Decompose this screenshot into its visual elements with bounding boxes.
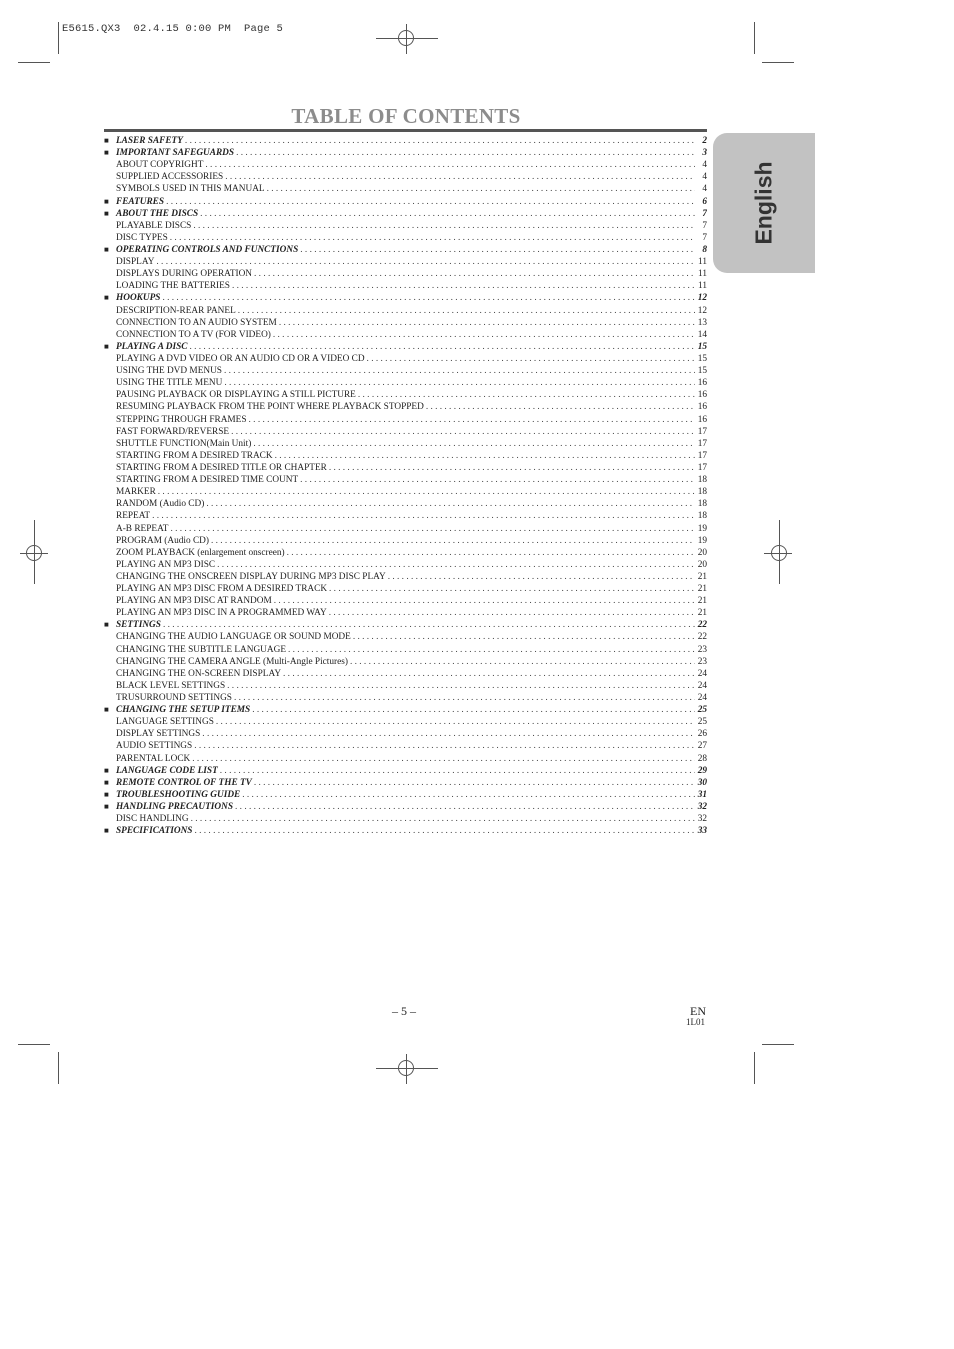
toc-entry-page: 24 <box>697 693 707 704</box>
crop-mark <box>58 22 59 54</box>
dot-leader <box>191 813 695 825</box>
toc-entry-page: 19 <box>697 523 707 534</box>
dot-leader <box>152 510 695 522</box>
toc-entry-title: PROGRAM (Audio CD) <box>116 535 209 546</box>
toc-subsection-entry <box>104 813 707 825</box>
toc-subsection-entry <box>104 523 707 535</box>
toc-entry-title: LOADING THE BATTERIES <box>116 281 230 292</box>
toc-entry-page: 23 <box>697 644 707 655</box>
toc-entry-page: 21 <box>697 596 707 607</box>
square-bullet-icon: ■ <box>104 208 109 218</box>
toc-entry-page: 33 <box>697 826 707 837</box>
dot-leader <box>166 196 695 208</box>
square-bullet-icon: ■ <box>104 136 109 145</box>
dot-leader <box>217 559 695 571</box>
toc-subsection-entry <box>104 680 707 692</box>
toc-subsection-entry <box>104 280 707 292</box>
toc-entry-page: 4 <box>702 160 707 171</box>
toc-entry-page: 24 <box>697 680 707 691</box>
document-code: 1L01 <box>686 1017 705 1027</box>
toc-list <box>104 135 707 837</box>
toc-subsection-entry <box>104 510 707 522</box>
dot-leader <box>189 341 695 353</box>
toc-subsection-entry <box>104 353 707 365</box>
toc-entry-title: SUPPLIED ACCESSORIES <box>116 172 224 183</box>
toc-entry-title: SETTINGS <box>116 620 161 631</box>
dot-leader <box>350 656 695 668</box>
registration-line <box>779 520 780 584</box>
dot-leader <box>235 801 695 813</box>
square-bullet-icon: ■ <box>104 765 109 775</box>
dot-leader <box>300 244 695 256</box>
toc-entry-page: 12 <box>697 305 707 316</box>
toc-entry-page: 8 <box>702 244 707 255</box>
toc-entry-page: 15 <box>697 353 707 364</box>
toc-section-entry <box>104 135 707 147</box>
toc-subsection-entry <box>104 414 707 426</box>
toc-entry-page: 7 <box>702 208 707 219</box>
square-bullet-icon: ■ <box>104 826 109 836</box>
toc-entry-title: STARTING FROM A DESIRED TIME COUNT <box>116 475 299 486</box>
crop-mark <box>18 62 50 63</box>
toc-entry-page: 21 <box>697 608 707 619</box>
toc-entry-title: USING THE TITLE MENU <box>116 378 223 389</box>
toc-entry-page: 15 <box>697 341 707 352</box>
toc-entry-title: CHANGING THE SUBTITLE LANGUAGE <box>116 644 286 655</box>
toc-entry-page: 20 <box>697 547 707 558</box>
dot-leader <box>242 789 695 801</box>
toc-section-entry <box>104 208 707 220</box>
toc-entry-title: CONNECTION TO AN AUDIO SYSTEM <box>116 317 277 328</box>
dot-leader <box>367 353 695 365</box>
toc-entry-title: CHANGING THE ON-SCREEN DISPLAY <box>116 668 282 679</box>
toc-entry-page: 11 <box>698 281 707 292</box>
toc-entry-title: PLAYING AN MP3 DISC FROM A DESIRED TRACK <box>116 584 328 595</box>
toc-entry-title: ABOUT THE DISCS <box>116 208 199 219</box>
toc-entry-title: FEATURES <box>116 196 165 207</box>
toc-entry-page: 21 <box>697 571 707 582</box>
dot-leader <box>238 305 695 317</box>
toc-entry-page: 31 <box>697 789 707 800</box>
dot-leader <box>279 317 695 329</box>
toc-entry-title: PLAYING AN MP3 DISC AT RANDOM <box>116 596 272 607</box>
toc-entry-page: 11 <box>698 269 707 280</box>
toc-subsection-entry <box>104 329 707 341</box>
toc-subsection-entry <box>104 559 707 571</box>
toc-subsection-entry <box>104 389 707 401</box>
dot-leader <box>329 583 695 595</box>
square-bullet-icon: ■ <box>104 244 109 254</box>
dot-leader <box>224 365 695 377</box>
toc-entry-title: IMPORTANT SAFEGUARDS <box>116 148 235 159</box>
toc-entry-page: 19 <box>697 535 707 546</box>
toc-section-entry <box>104 765 707 777</box>
toc-entry-title: ZOOM PLAYBACK (enlargement onscreen) <box>116 547 285 558</box>
page-number: – 5 – <box>392 1004 416 1018</box>
toc-entry-page: 18 <box>697 487 707 498</box>
dot-leader <box>202 728 695 740</box>
toc-subsection-entry <box>104 716 707 728</box>
dot-leader <box>388 571 695 583</box>
toc-entry-title: RANDOM (Audio CD) <box>116 499 205 510</box>
toc-entry-page: 3 <box>702 148 707 159</box>
toc-entry-title: SHUTTLE FUNCTION(Main Unit) <box>116 438 252 449</box>
toc-entry-page: 25 <box>697 705 707 716</box>
square-bullet-icon: ■ <box>104 777 109 787</box>
toc-entry-title: RESUMING PLAYBACK FROM THE POINT WHERE PLAYBACK STOPPED <box>116 402 424 413</box>
toc-subsection-entry <box>104 740 707 752</box>
toc-entry-title: PLAYABLE DISCS <box>116 220 192 231</box>
toc-entry-page: 17 <box>697 438 707 449</box>
square-bullet-icon: ■ <box>104 705 109 715</box>
dot-leader <box>273 329 695 341</box>
toc-entry-page: 17 <box>697 462 707 473</box>
dot-leader <box>163 619 695 631</box>
toc-entry-title: LANGUAGE CODE LIST <box>116 765 218 776</box>
toc-entry-title: PLAYING AN MP3 DISC IN A PROGRAMMED WAY <box>116 608 327 619</box>
toc-subsection-entry <box>104 656 707 668</box>
toc-entry-title: PLAYING A DISC <box>116 341 188 352</box>
toc-subsection-entry <box>104 753 707 765</box>
toc-entry-title: BLACK LEVEL SETTINGS <box>116 680 226 691</box>
dot-leader <box>192 753 695 765</box>
dot-leader <box>234 692 695 704</box>
toc-entry-title: LANGUAGE SETTINGS <box>116 717 214 728</box>
dot-leader <box>275 450 695 462</box>
title-rule <box>104 129 707 132</box>
toc-entry-page: 11 <box>698 257 707 268</box>
toc-entry-page: 32 <box>697 814 707 825</box>
toc-subsection-entry <box>104 171 707 183</box>
toc-entry-title: PLAYING A DVD VIDEO OR AN AUDIO CD OR A VIDEO CD <box>116 353 365 364</box>
dot-leader <box>274 595 695 607</box>
dot-leader <box>193 220 695 232</box>
dot-leader <box>170 232 695 244</box>
toc-entry-title: FAST FORWARD/REVERSE <box>116 426 230 437</box>
dot-leader <box>200 208 695 220</box>
toc-entry-page: 32 <box>697 802 707 813</box>
square-bullet-icon: ■ <box>104 148 109 158</box>
toc-subsection-entry <box>104 268 707 280</box>
toc-entry-page: 17 <box>697 450 707 461</box>
toc-section-entry <box>104 619 707 631</box>
square-bullet-icon: ■ <box>104 196 109 206</box>
toc-entry-title: USING THE DVD MENUS <box>116 366 222 377</box>
toc-entry-page: 20 <box>697 559 707 570</box>
toc-subsection-entry <box>104 692 707 704</box>
dot-leader <box>227 680 695 692</box>
toc-entry-page: 18 <box>697 475 707 486</box>
toc-entry-page: 22 <box>697 620 707 631</box>
toc-section-entry <box>104 789 707 801</box>
toc-entry-page: 7 <box>702 232 707 243</box>
toc-subsection-entry <box>104 535 707 547</box>
toc-entry-title: HANDLING PRECAUTIONS <box>116 802 234 813</box>
toc-entry-title: PAUSING PLAYBACK OR DISPLAYING A STILL PICTURE <box>116 390 356 401</box>
square-bullet-icon: ■ <box>104 620 109 630</box>
crop-mark <box>762 62 794 63</box>
registration-line <box>406 1054 407 1084</box>
dot-leader <box>287 547 695 559</box>
toc-entry-title: HOOKUPS <box>116 293 161 304</box>
toc-section-entry <box>104 825 707 837</box>
dot-leader <box>249 414 695 426</box>
toc-entry-page: 15 <box>697 366 707 377</box>
registration-line <box>376 1068 438 1069</box>
toc-entry-title: SYMBOLS USED IN THIS MANUAL <box>116 184 265 195</box>
language-code: EN <box>690 1004 706 1018</box>
toc-entry-page: 16 <box>697 414 707 425</box>
toc-subsection-entry <box>104 607 707 619</box>
dot-leader <box>205 159 695 171</box>
toc-entry-page: 26 <box>697 729 707 740</box>
dot-leader <box>232 280 695 292</box>
toc-section-entry <box>104 341 707 353</box>
toc-entry-title: TRUSURROUND SETTINGS <box>116 693 232 704</box>
toc-entry-title: OPERATING CONTROLS AND FUNCTIONS <box>116 244 299 255</box>
dot-leader <box>224 377 695 389</box>
crop-mark <box>754 22 755 54</box>
registration-line <box>406 24 407 54</box>
dot-leader <box>162 292 695 304</box>
toc-entry-title: CHANGING THE CAMERA ANGLE (Multi-Angle Pictures) <box>116 656 348 667</box>
toc-entry-page: 7 <box>702 220 707 231</box>
toc-entry-page: 16 <box>697 390 707 401</box>
toc-section-entry <box>104 292 707 304</box>
dot-leader <box>254 268 695 280</box>
toc-subsection-entry <box>104 498 707 510</box>
toc-entry-title: DISPLAYS DURING OPERATION <box>116 269 253 280</box>
dot-leader <box>206 498 695 510</box>
dot-leader <box>329 607 695 619</box>
toc-entry-title: ABOUT COPYRIGHT <box>116 160 204 171</box>
toc-subsection-entry <box>104 220 707 232</box>
dot-leader <box>231 426 695 438</box>
toc-entry-page: 27 <box>697 741 707 752</box>
dot-leader <box>211 535 695 547</box>
crop-mark <box>754 1052 755 1084</box>
registration-line <box>376 38 438 39</box>
toc-subsection-entry <box>104 631 707 643</box>
toc-subsection-entry <box>104 486 707 498</box>
dot-leader <box>158 486 695 498</box>
registration-line <box>34 520 35 584</box>
dot-leader <box>225 171 695 183</box>
language-tab-label: English <box>750 161 777 245</box>
dot-leader <box>252 704 695 716</box>
dot-leader <box>194 740 695 752</box>
dot-leader <box>300 474 695 486</box>
toc-entry-title: REMOTE CONTROL OF THE TV <box>116 777 252 788</box>
toc-entry-title: DESCRIPTION-REAR PANEL <box>116 305 236 316</box>
square-bullet-icon: ■ <box>104 341 109 351</box>
toc-entry-page: 29 <box>697 765 707 776</box>
toc-entry-title: PARENTAL LOCK <box>116 753 191 764</box>
toc-entry-title: CHANGING THE SETUP ITEMS <box>116 705 251 716</box>
toc-entry-page: 18 <box>697 499 707 510</box>
toc-entry-page: 30 <box>697 777 707 788</box>
dot-leader <box>283 668 695 680</box>
toc-entry-page: 12 <box>697 293 707 304</box>
toc-entry-title: CHANGING THE ONSCREEN DISPLAY DURING MP3 DISC PLAY <box>116 571 386 582</box>
crop-mark <box>18 1044 50 1045</box>
toc-entry-page: 18 <box>697 511 707 522</box>
dot-leader <box>288 644 695 656</box>
crop-mark <box>58 1052 59 1084</box>
crop-mark <box>762 1044 794 1045</box>
toc-subsection-entry <box>104 728 707 740</box>
dot-leader <box>267 183 695 195</box>
toc-subsection-entry <box>104 450 707 462</box>
dot-leader <box>254 777 695 789</box>
toc-entry-title: MARKER <box>116 487 156 498</box>
square-bullet-icon: ■ <box>104 293 109 303</box>
toc-subsection-entry <box>104 462 707 474</box>
toc-subsection-entry <box>104 474 707 486</box>
toc-entry-title: AUDIO SETTINGS <box>116 741 193 752</box>
toc-subsection-entry <box>104 547 707 559</box>
toc-subsection-entry <box>104 377 707 389</box>
toc-subsection-entry <box>104 256 707 268</box>
dot-leader <box>216 716 695 728</box>
dot-leader <box>194 825 695 837</box>
toc-entry-page: 6 <box>702 196 707 207</box>
toc-entry-title: TROUBLESHOOTING GUIDE <box>116 789 241 800</box>
dot-leader <box>236 147 695 159</box>
toc-subsection-entry <box>104 583 707 595</box>
toc-subsection-entry <box>104 401 707 413</box>
toc-entry-title: DISPLAY <box>116 257 155 268</box>
toc-entry-title: CHANGING THE AUDIO LANGUAGE OR SOUND MODE <box>116 632 351 643</box>
toc-entry-title: STEPPING THROUGH FRAMES <box>116 414 247 425</box>
dot-leader <box>353 631 695 643</box>
toc-section-entry <box>104 244 707 256</box>
toc-subsection-entry <box>104 595 707 607</box>
dot-leader <box>253 438 695 450</box>
toc-section-entry <box>104 147 707 159</box>
square-bullet-icon: ■ <box>104 789 109 799</box>
toc-entry-title: LASER SAFETY <box>116 136 183 146</box>
language-tab <box>713 133 815 273</box>
toc-section-entry <box>104 801 707 813</box>
toc-subsection-entry <box>104 644 707 656</box>
toc-entry-page: 21 <box>697 584 707 595</box>
toc-entry-page: 16 <box>697 402 707 413</box>
toc-entry-page: 22 <box>697 632 707 643</box>
dot-leader <box>220 765 695 777</box>
dot-leader <box>358 389 695 401</box>
toc-entry-page: 14 <box>697 329 707 340</box>
dot-leader <box>426 401 695 413</box>
square-bullet-icon: ■ <box>104 802 109 812</box>
toc-entry-title: DISC HANDLING <box>116 814 189 825</box>
toc-subsection-entry <box>104 668 707 680</box>
toc-subsection-entry <box>104 232 707 244</box>
dot-leader <box>329 462 695 474</box>
toc-subsection-entry <box>104 426 707 438</box>
toc-entry-page: 4 <box>702 184 707 195</box>
toc-entry-title: CONNECTION TO A TV (FOR VIDEO) <box>116 329 271 340</box>
toc-entry-title: A-B REPEAT <box>116 523 169 534</box>
toc-entry-page: 23 <box>697 656 707 667</box>
toc-subsection-entry <box>104 183 707 195</box>
printer-slug: E5615.QX3 02.4.15 0:00 PM Page 5 <box>62 23 284 35</box>
toc-subsection-entry <box>104 365 707 377</box>
toc-section-entry <box>104 196 707 208</box>
toc-subsection-entry <box>104 571 707 583</box>
toc-entry-page: 28 <box>697 753 707 764</box>
toc-entry-page: 2 <box>702 136 707 146</box>
dot-leader <box>185 135 695 147</box>
toc-entry-page: 16 <box>697 378 707 389</box>
toc-entry-title: STARTING FROM A DESIRED TITLE OR CHAPTER <box>116 462 327 473</box>
registration-line <box>764 553 792 554</box>
toc-section-entry <box>104 777 707 789</box>
toc-subsection-entry <box>104 159 707 171</box>
dot-leader <box>156 256 695 268</box>
dot-leader <box>170 523 695 535</box>
toc-entry-page: 13 <box>697 317 707 328</box>
toc-subsection-entry <box>104 305 707 317</box>
toc-entry-page: 17 <box>697 426 707 437</box>
page-title: TABLE OF CONTENTS <box>291 104 521 128</box>
toc-entry-title: DISPLAY SETTINGS <box>116 729 201 740</box>
toc-entry-title: DISC TYPES <box>116 232 168 243</box>
toc-entry-page: 24 <box>697 668 707 679</box>
toc-entry-title: PLAYING AN MP3 DISC <box>116 559 216 570</box>
toc-entry-title: STARTING FROM A DESIRED TRACK <box>116 450 273 461</box>
toc-entry-title: SPECIFICATIONS <box>116 826 193 837</box>
toc-entry-page: 4 <box>702 172 707 183</box>
toc-entry-page: 25 <box>697 717 707 728</box>
toc-subsection-entry <box>104 317 707 329</box>
toc-section-entry <box>104 704 707 716</box>
toc-entry-title: REPEAT <box>116 511 151 522</box>
toc-subsection-entry <box>104 438 707 450</box>
